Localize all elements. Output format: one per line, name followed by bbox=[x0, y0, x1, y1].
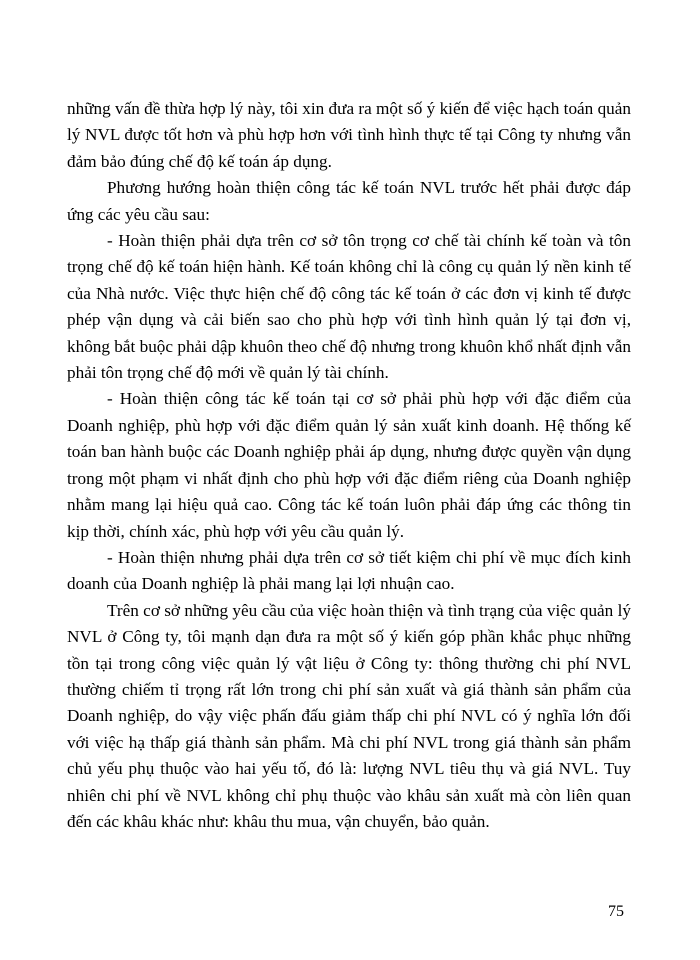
paragraph-direction-intro: Phương hướng hoàn thiện công tác kế toán NVL trước hết phải được đáp ứng các yêu cầu sau: bbox=[67, 178, 631, 224]
page-number: 75 bbox=[608, 903, 624, 920]
paragraph-continuation: những vấn đề thừa hợp lý này, tôi xin đưa ra một số ý kiến để việc hạch toán quản lý NVL được tốt hơn và phù hợp hơn với tình hình thực tế tại Công ty nhưng vẫn đảm bảo đúng chế độ kế toán áp dụng. bbox=[67, 99, 631, 171]
paragraph-proposal: Trên cơ sở những yêu cầu của việc hoàn thiện và tình trạng của việc quản lý NVL ở Công ty, tôi mạnh dạn đưa ra một số ý kiến góp phần khắc phục những tồn tại trong công việc quản lý vật liệu ở Công ty: thông thường chi phí NVL thường chiếm tỉ trọng rất lớn trong chi phí sản xuất và giá thành sản phẩm của Doanh nghiệp, do vậy việc phấn đấu giảm thấp chi phí NVL có ý nghĩa lớn đối với việc hạ thấp giá thành sản phẩm. Mà chi phí NVL trong giá thành sản phẩm chủ yếu phụ thuộc vào hai yếu tố, đó là: lượng NVL tiêu thụ và giá NVL. Tuy nhiên chi phí về NVL không chỉ phụ thuộc vào khâu sản xuất mà còn liên quan đến các khâu khác như: khâu thu mua, vận chuyển, bảo quản. bbox=[67, 600, 631, 831]
body-text bbox=[67, 96, 631, 835]
paragraph-requirement-2: - Hoàn thiện công tác kế toán tại cơ sở phải phù hợp với đặc điểm của Doanh nghiệp, phù hợp với đặc điểm quản lý sản xuất kinh doanh. Hệ thống kế toán ban hành buộc các Doanh nghiệp phải áp dụng, nhưng được quyền vận dụng trong một phạm vi nhất định cho phù hợp với đặc điểm riêng của Doanh nghiệp nhằm mang lại hiệu quả cao. Công tác kế toán luôn phải đáp ứng các thông tin kịp thời, chính xác, phù hợp với yêu cầu quản lý. bbox=[67, 389, 631, 541]
paragraph-requirement-1: - Hoàn thiện phải dựa trên cơ sở tôn trọng cơ chế tài chính kế toàn và tôn trọng chế độ kế toán hiện hành. Kế toán không chỉ là công cụ quản lý nền kinh tế của Nhà nước. Việc thực hiện chế độ công tác kế toán ở các đơn vị kinh tế được phép vận dụng và cải biến sao cho phù hợp với tình hình quản lý tại đơn vị, không bắt buộc phải dập khuôn theo chế độ nhưng trong khuôn khổ nhất định vẫn phải tôn trọng chế độ mới về quản lý tài chính. bbox=[67, 231, 631, 383]
paragraph-requirement-3: - Hoàn thiện nhưng phải dựa trên cơ sở tiết kiệm chi phí về mục đích kinh doanh của Doanh nghiệp là phải mang lại lợi nhuận cao. bbox=[67, 547, 631, 594]
